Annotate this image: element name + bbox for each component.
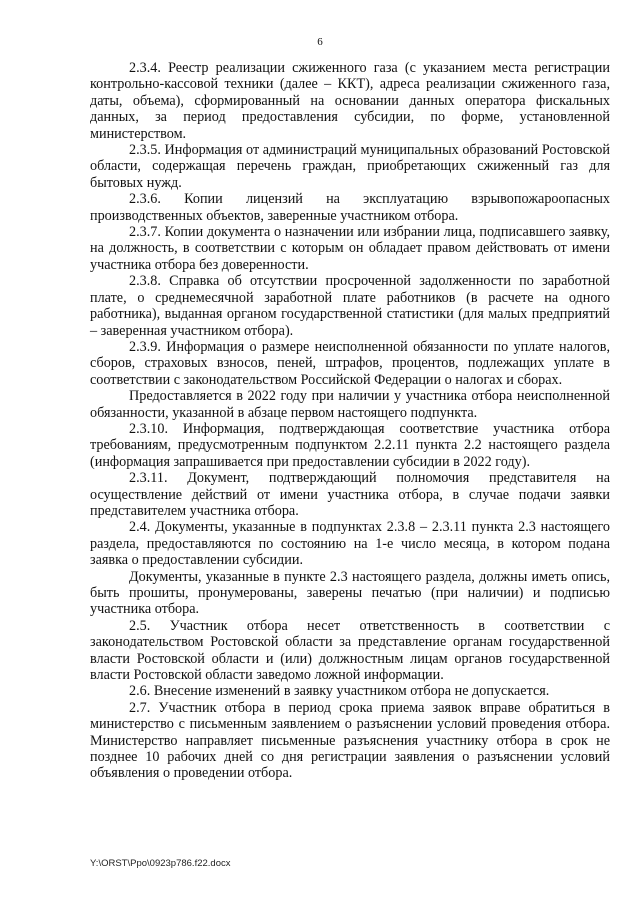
paragraph-2-3-5: 2.3.5. Информация от администраций муниципальных образований Ростовской области, содержащая перечень граждан, приобретающих сжиженный газ для бытовых нужд. [90, 142, 610, 191]
paragraph-2-3-6: 2.3.6. Копии лицензий на эксплуатацию взрывопожароопасных производственных объектов, заверенные участником отбора. [90, 191, 610, 224]
paragraph-2-3-10: 2.3.10. Информация, подтверждающая соответствие участника отбора требованиям, предусмотренным подпунктом 2.2.11 пункта 2.2 настоящего раздела (информация запрашивается при предоставлении субсидии в 2022 году). [90, 420, 610, 470]
paragraph-2-3-4: 2.3.4. Реестр реализации сжиженного газа (с указанием места регистрации контрольно-кассовой техники (далее – ККТ), адреса реализации сжиженного газа, даты, объема), сформированный на основании данных оператора фискальных данных, за период предоставления субсидии, по форме, установленной министерством. [90, 60, 610, 142]
paragraph-2-3-8: 2.3.8. Справка об отсутствии просроченной задолженности по заработной плате, о среднемесячной заработной плате работников (в расчете на одного работника), выданная органом государственной статистики (для малых предприятий – заверенная участником отбора). [90, 273, 610, 339]
paragraph-2-6: 2.6. Внесение изменений в заявку участником отбора не допускается. [129, 683, 550, 700]
paragraph-2-3-9-note: Предоставляется в 2022 году при наличии у участника отбора неисполненной обязанности, указанной в абзаце первом настоящего подпункта. [90, 388, 610, 421]
paragraph-2-3-7: 2.3.7. Копии документа о назначении или избрании лица, подписавшего заявку, на должность, в соответствии с которым он обладает правом действовать от имени участника отбора без доверенности. [90, 224, 610, 273]
file-path-footer: Y:\ORST\Ppo\0923p786.f22.docx [90, 858, 231, 869]
document-body [90, 60, 610, 782]
paragraph-2-4-note: Документы, указанные в пункте 2.3 настоящего раздела, должны иметь опись, быть прошиты, пронумерованы, заверены печатью (при наличии) и подписью участника отбора. [90, 568, 610, 618]
paragraph-2-5: 2.5. Участник отбора несет ответственность в соответствии с законодательством Ростовской области за представление органам государственной власти Ростовской области и (или) должностным лицам органов государственной власти Ростовской области заведомо ложной информации. [90, 617, 610, 684]
paragraph-2-3-11: 2.3.11. Документ, подтверждающий полномочия представителя на осуществление действий от имени участника отбора, в случае подачи заявки представителем участника отбора. [90, 470, 610, 519]
paragraph-2-4: 2.4. Документы, указанные в подпунктах 2.3.8 – 2.3.11 пункта 2.3 настоящего раздела, предоставляются по состоянию на 1-е число месяца, в котором подана заявка о предоставлении субсидии. [90, 519, 610, 569]
page-number: 6 [317, 36, 323, 48]
paragraph-2-7: 2.7. Участник отбора в период срока приема заявок вправе обратиться в министерство с письменным заявлением о разъяснении условий проведения отбора. Министерство направляет письменные разъяснения участнику отбора в срок не позднее 10 рабочих дней со дня регистрации заявления о разъяснении условий объявления о проведении отбора. [90, 699, 610, 782]
paragraph-2-3-9: 2.3.9. Информация о размере неисполненной обязанности по уплате налогов, сборов, страховых взносов, пеней, штрафов, процентов, подлежащих уплате в соответствии с законодательством Российской Федерации о налогах и сборах. [90, 338, 610, 388]
